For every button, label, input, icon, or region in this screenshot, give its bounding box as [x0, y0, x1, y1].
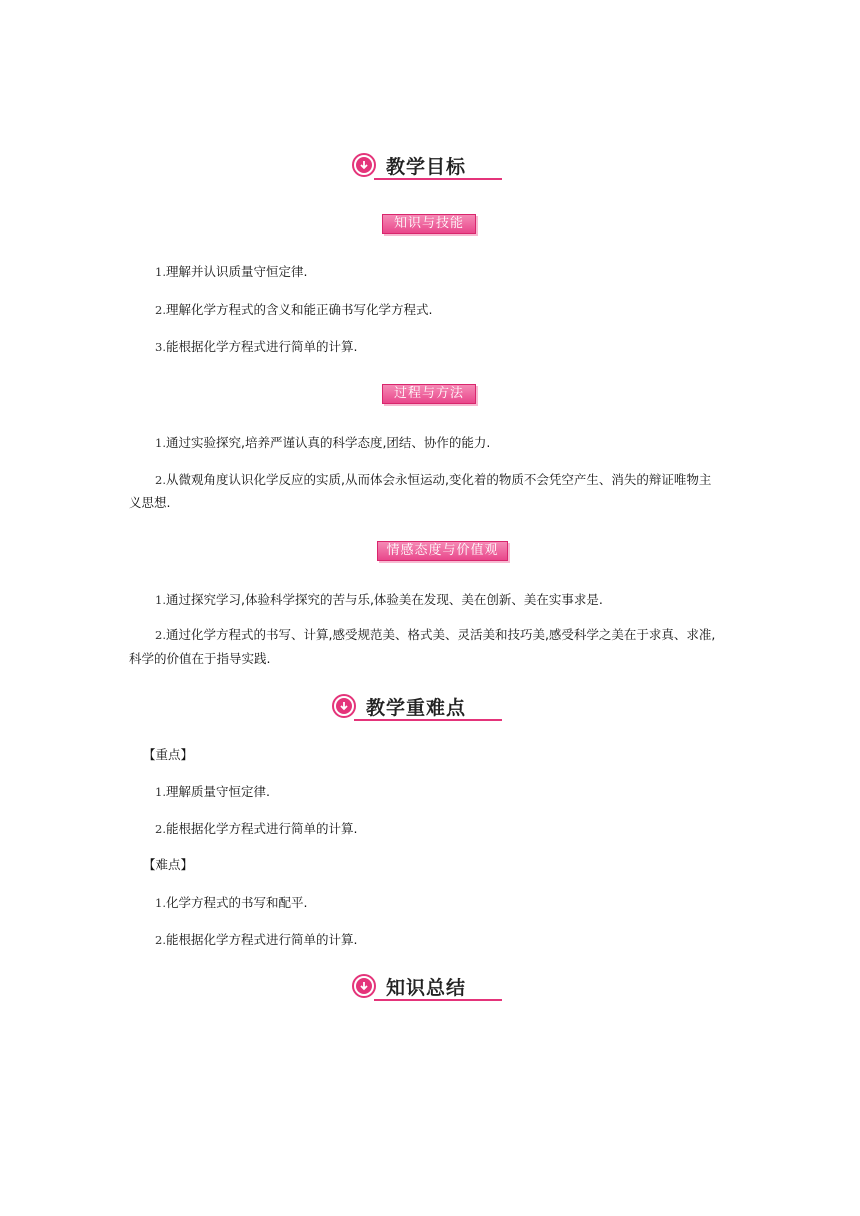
list-item: 1.通过探究学习,体验科学探究的苦与乐,体验美在发现、美在创新、美在实事求是.: [155, 592, 603, 607]
list-item: 2.理解化学方程式的含义和能正确书写化学方程式.: [155, 302, 433, 317]
list-item: 2.通过化学方程式的书写、计算,感受规范美、格式美、灵活美和技巧美,感受科学之美在于求真、求准,: [155, 627, 716, 642]
section-underline: [374, 178, 502, 180]
download-arrow-icon: [352, 974, 376, 998]
list-item: 2.能根据化学方程式进行简单的计算.: [155, 932, 358, 947]
list-item: 1.通过实验探究,培养严谨认真的科学态度,团结、协作的能力.: [155, 435, 491, 450]
list-item: 1.化学方程式的书写和配平.: [155, 895, 308, 910]
list-item-continuation: 科学的价值在于指导实践.: [129, 651, 271, 666]
section-title: 教学目标: [386, 155, 467, 178]
tag-emotion-values: 情感态度与价值观: [377, 541, 508, 561]
tag-process-methods: 过程与方法: [382, 384, 476, 404]
section-heading-goals: [352, 148, 502, 182]
list-item: 3.能根据化学方程式进行简单的计算.: [155, 339, 358, 354]
list-item: 1.理解质量守恒定律.: [155, 784, 270, 799]
download-arrow-icon: [352, 153, 376, 177]
section-title: 教学重难点: [366, 696, 467, 719]
list-item-continuation: 义思想.: [129, 495, 171, 510]
section-heading-summary: [352, 969, 502, 1003]
tag-knowledge-skills: 知识与技能: [382, 214, 476, 234]
section-underline: [354, 719, 502, 721]
section-underline: [374, 999, 502, 1001]
difficult-label: 【难点】: [143, 857, 194, 872]
list-item: 2.能根据化学方程式进行简单的计算.: [155, 821, 358, 836]
key-label: 【重点】: [143, 747, 194, 762]
list-item: 1.理解并认识质量守恒定律.: [155, 264, 308, 279]
section-title: 知识总结: [386, 976, 467, 999]
download-arrow-icon: [332, 694, 356, 718]
list-item: 2.从微观角度认识化学反应的实质,从而体会永恒运动,变化着的物质不会凭空产生、消失的辩证唯物主: [155, 472, 712, 487]
section-heading-keypoints: [332, 689, 502, 723]
